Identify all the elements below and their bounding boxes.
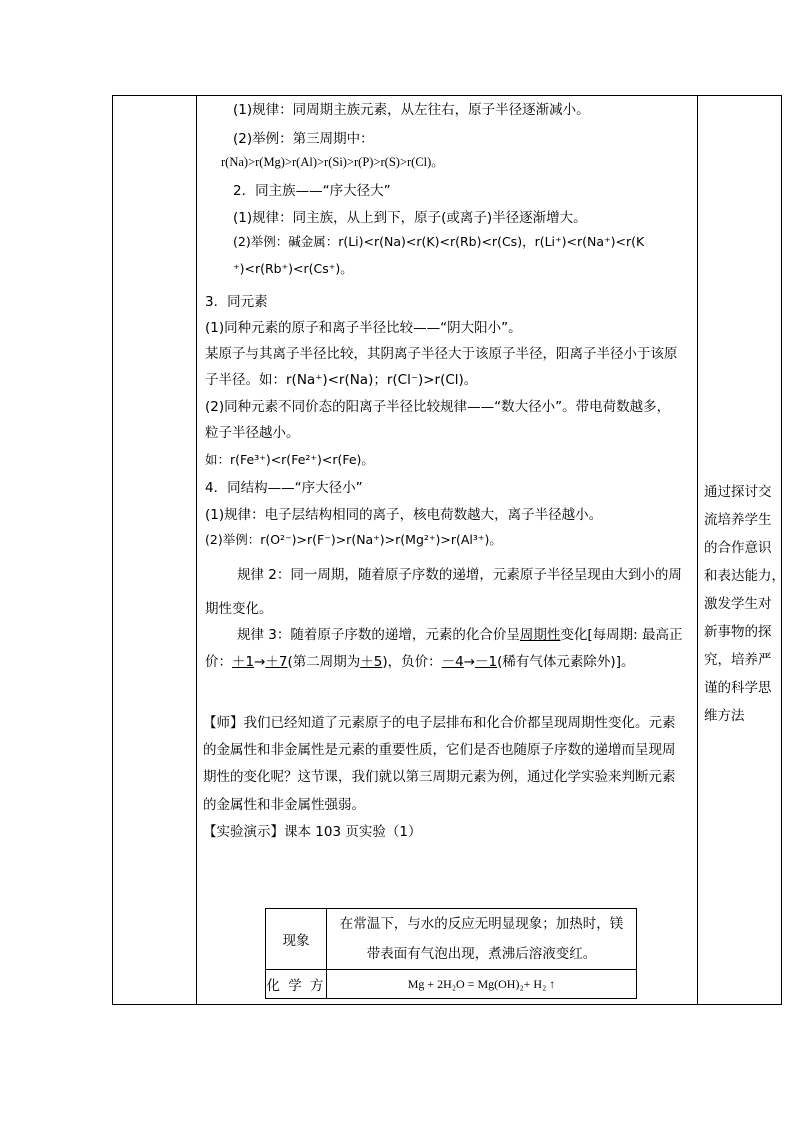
text-line: 子半径。如：r(Na⁺)<r(Na)；r(Cl⁻)>r(Cl)。 [205,372,478,388]
text-line: 的金属性和非金属性强弱。 [203,797,365,813]
text-line: ⁺)<r(Rb⁺)<r(Cs⁺)。 [233,261,353,276]
text-line: 的金属性和非金属性是元素的重要性质，它们是否也随原子序数的递增而呈现周 [203,742,676,758]
phenomenon-cell [327,909,637,970]
table-row [266,909,637,970]
teacher-paragraph: 【师】我们已经知道了元素原子的电子层排布和化合价都呈现周期性变化。元素 [203,715,676,731]
text-line: (2)同种元素不同价态的阳离子半径比较规律——“数大径小”。带电荷数越多， [205,399,671,415]
side-line: 的合作意识 [704,540,772,556]
side-line: 究，培养严 [704,652,772,668]
text-line: r(Na)>r(Mg)>r(Al)>r(Si)>r(P)>r(S)>r(Cl)。 [221,155,444,169]
side-line: 谨的科学思 [704,680,772,696]
text-line: 粒子半径越小。 [205,425,300,441]
side-line: 通过探讨交 [704,484,772,500]
text-line: (1)同种元素的原子和离子半径比较——“阴大阳小”。 [205,320,522,336]
side-line: 和表达能力， [704,568,785,584]
text-line: 2．同主族——“序大径大” [233,183,391,199]
side-line: 激发学生对 [704,596,772,612]
text-line: (2)举例：碱金属：r(Li)<r(Na)<r(K)<r(Rb)<r(Cs)，r(Li⁺)<r(Na⁺)<r(K [233,234,645,249]
lesson-table-frame [112,95,785,1005]
experiment-heading: 【实验演示】课本 103 页实验（1） [203,824,422,840]
text-line: (1)规律：电子层结构相同的离子，核电荷数越大，离子半径越小。 [205,507,603,523]
equation-label: 化 学 方 [266,970,327,999]
text-line: 期性变化。 [205,601,273,617]
rule-3-line: 规律 3：随着原子序数的递增，元素的化合价呈周期性变化[每周期: 最高正 [237,627,683,643]
text-line: 某原子与其离子半径比较，其阴离子半径大于该原子半径，阳离子半径小于该原 [205,346,678,362]
column-divider-left [196,96,197,1004]
text-line: (2)举例：第三周期中： [233,131,374,147]
rule-2-line: 规律 2：同一周期，随着原子序数的递增，元素原子半径呈现由大到小的周 [237,567,682,583]
phenomenon-line: 带表面有气泡出现，煮沸后溶液变红。 [366,946,597,962]
phenomenon-label: 现象 [266,909,327,970]
side-line: 维方法 [704,708,745,724]
text-line: (1)规律：同周期主族元素，从左往右，原子半径逐渐减小。 [233,102,590,118]
text-line: 如：r(Fe³⁺)<r(Fe²⁺)<r(Fe)。 [205,452,374,467]
table-row [266,970,637,999]
side-line: 流培养学生 [704,512,772,528]
text-line: 期性的变化呢？这节课，我们就以第三周期元素为例，通过化学实验来判断元素 [203,769,676,785]
equation-cell: Mg + 2H₂O = Mg(OH)₂+ H₂ ↑ [327,970,637,999]
text-line: 价：＋1→＋7(第二周期为＋5)，负价：－4→－1(稀有气体元素除外)]。 [205,654,635,670]
column-divider-right [697,96,698,1004]
experiment-table [265,908,637,999]
phenomenon-line: 在常温下，与水的反应无明显现象；加热时，镁 [339,916,624,932]
text-line: (1)规律：同主族，从上到下，原子(或离子)半径逐渐增大。 [233,210,587,226]
side-line: 新事物的探 [704,624,772,640]
section-heading: 3．同元素 [205,294,268,310]
text-line: (2)举例：r(O²⁻)>r(F⁻)>r(Na⁺)>r(Mg²⁺)>r(Al³⁺)。 [205,532,502,547]
section-heading: 4．同结构——“序大径小” [205,480,363,496]
